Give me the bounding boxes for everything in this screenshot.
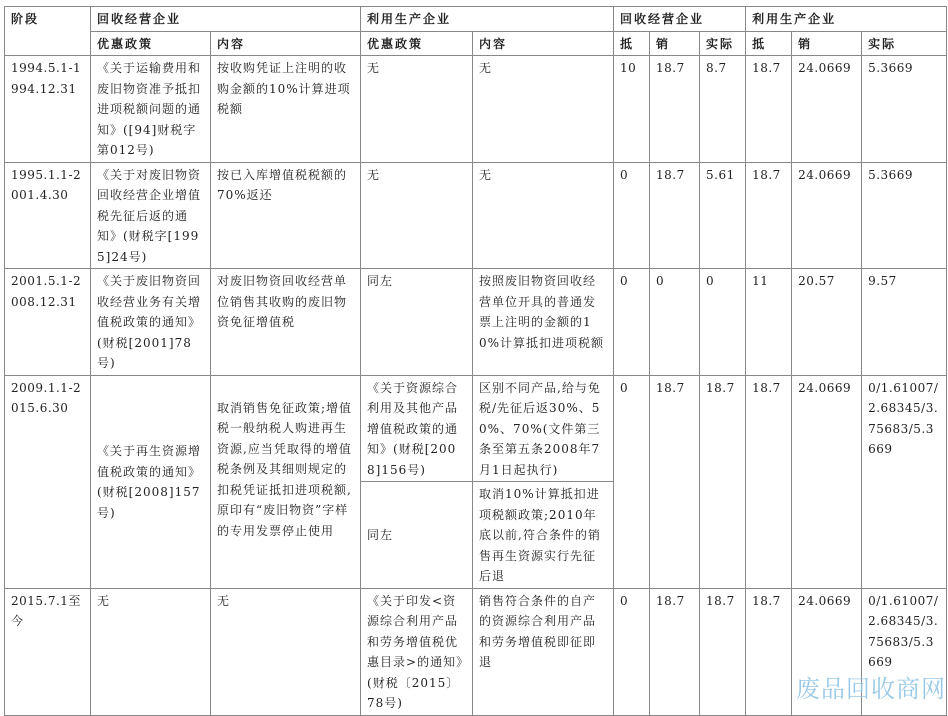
- header-user: 利用生产企业: [361, 7, 614, 32]
- stage-cell: 2009.1.1-2015.6.30: [5, 375, 91, 588]
- header-recycler-deduct: 抵: [614, 31, 650, 56]
- user-actual-cell: 0/1.61007/2.68345/3.75683/5.3669: [862, 375, 947, 588]
- header-user-policy: 优惠政策: [361, 31, 473, 56]
- recycler-content-cell: 取消销售免征政策;增值税一般纳税人购进再生资源,应当凭取得的增值税条例及其细则规定的扣税凭证抵扣进项税额,原印有“废旧物资”字样的专用发票停止使用: [211, 375, 361, 588]
- recycler-deduct-cell: 0: [614, 162, 650, 269]
- header-user-content: 内容: [473, 31, 614, 56]
- header-user-sell: 销: [792, 31, 862, 56]
- recycler-content-cell: 按收购凭证上注明的收购金额的10%计算进项税额: [211, 56, 361, 163]
- user-deduct-cell: 18.7: [746, 162, 792, 269]
- stage-cell: 2015.7.1至今: [5, 588, 91, 715]
- user-policy-cell: 无: [361, 56, 473, 163]
- user-deduct-cell: 18.7: [746, 588, 792, 715]
- user-policy-cell: 《关于资源综合利用及其他产品增值税政策的通知》(财税[2008]156号): [361, 375, 473, 482]
- user-content-cell: 销售符合条件的自产的资源综合利用产品和劳务增值税即征即退: [473, 588, 614, 715]
- user-content-cell: 无: [473, 56, 614, 163]
- user-content-cell: 无: [473, 162, 614, 269]
- recycler-actual-cell: 0: [700, 269, 746, 376]
- recycler-sell-cell: 0: [650, 269, 700, 376]
- user-content-cell: 区别不同产品,给与免税/先征后返30%、50%、70%(文件第三条至第五条2008年7月1日起执行): [473, 375, 614, 482]
- recycler-actual-cell: 8.7: [700, 56, 746, 163]
- user-sell-cell: 24.0669: [792, 56, 862, 163]
- recycler-deduct-cell: 0: [614, 375, 650, 588]
- recycler-deduct-cell: 0: [614, 588, 650, 715]
- user-sell-cell: 24.0669: [792, 375, 862, 588]
- user-deduct-cell: 18.7: [746, 375, 792, 588]
- user-sell-cell: 24.0669: [792, 162, 862, 269]
- recycler-content-cell: 无: [211, 588, 361, 715]
- user-actual-cell: 9.57: [862, 269, 947, 376]
- recycler-actual-cell: 18.7: [700, 375, 746, 588]
- header-recycler-actual: 实际: [700, 31, 746, 56]
- stage-cell: 1994.5.1-1994.12.31: [5, 56, 91, 163]
- header-row-2: [5, 31, 947, 56]
- recycler-actual-cell: 5.61: [700, 162, 746, 269]
- table-row: [5, 375, 947, 482]
- user-content-cell: 取消10%计算抵扣进项税额政策;2010年底以前,符合条件的销售再生资源实行先征后退: [473, 482, 614, 589]
- recycler-deduct-cell: 0: [614, 269, 650, 376]
- recycler-sell-cell: 18.7: [650, 56, 700, 163]
- recycler-content-cell: 按已入库增值税税额的70%返还: [211, 162, 361, 269]
- recycler-policy-cell: 《关于废旧物资回收经营业务有关增值税政策的通知》(财税[2001]78号): [91, 269, 211, 376]
- table-row: [5, 269, 947, 376]
- user-deduct-cell: 11: [746, 269, 792, 376]
- user-content-cell: 按照废旧物资回收经营单位开具的普通发票上注明的金额的10%计算抵扣进项税额: [473, 269, 614, 376]
- recycler-policy-cell: 无: [91, 588, 211, 715]
- user-deduct-cell: 18.7: [746, 56, 792, 163]
- user-policy-cell: 无: [361, 162, 473, 269]
- recycler-sell-cell: 18.7: [650, 162, 700, 269]
- header-stage: 阶段: [5, 7, 91, 56]
- recycler-policy-cell: 《关于对废旧物资回收经营企业增值税先征后返的通知》(财税字[1995]24号): [91, 162, 211, 269]
- user-actual-cell: 5.3669: [862, 56, 947, 163]
- user-sell-cell: 20.57: [792, 269, 862, 376]
- header-user-actual: 实际: [862, 31, 947, 56]
- header-recycler-policy: 优惠政策: [91, 31, 211, 56]
- header-user-deduct: 抵: [746, 31, 792, 56]
- user-actual-cell: 0/1.61007/2.68345/3.75683/5.3669: [862, 588, 947, 715]
- stage-cell: 2001.5.1-2008.12.31: [5, 269, 91, 376]
- tax-policy-table: [4, 6, 947, 716]
- user-actual-cell: 5.3669: [862, 162, 947, 269]
- recycler-actual-cell: 18.7: [700, 588, 746, 715]
- header-recycler-rates: 回收经营企业: [614, 7, 746, 32]
- table-row: [5, 162, 947, 269]
- user-policy-cell: 同左: [361, 269, 473, 376]
- table-row: [5, 56, 947, 163]
- recycler-policy-cell: 《关于再生资源增值税政策的通知》(财税[2008]157号): [91, 375, 211, 588]
- recycler-content-cell: 对废旧物资回收经营单位销售其收购的废旧物资免征增值税: [211, 269, 361, 376]
- user-policy-cell: 同左: [361, 482, 473, 589]
- user-sell-cell: 24.0669: [792, 588, 862, 715]
- recycler-deduct-cell: 10: [614, 56, 650, 163]
- header-recycler-content: 内容: [211, 31, 361, 56]
- recycler-policy-cell: 《关于运输费用和废旧物资准予抵扣进项税额问题的通知》([94]财税字第012号): [91, 56, 211, 163]
- header-recycler: 回收经营企业: [91, 7, 361, 32]
- header-row-1: [5, 7, 947, 32]
- recycler-sell-cell: 18.7: [650, 375, 700, 588]
- user-policy-cell: 《关于印发<资源综合利用产品和劳务增值税优惠目录>的通知》(财税〔2015〕78号): [361, 588, 473, 715]
- stage-cell: 1995.1.1-2001.4.30: [5, 162, 91, 269]
- header-user-rates: 利用生产企业: [746, 7, 947, 32]
- recycler-sell-cell: 18.7: [650, 588, 700, 715]
- site-watermark: 废品回收商网: [796, 675, 946, 703]
- header-recycler-sell: 销: [650, 31, 700, 56]
